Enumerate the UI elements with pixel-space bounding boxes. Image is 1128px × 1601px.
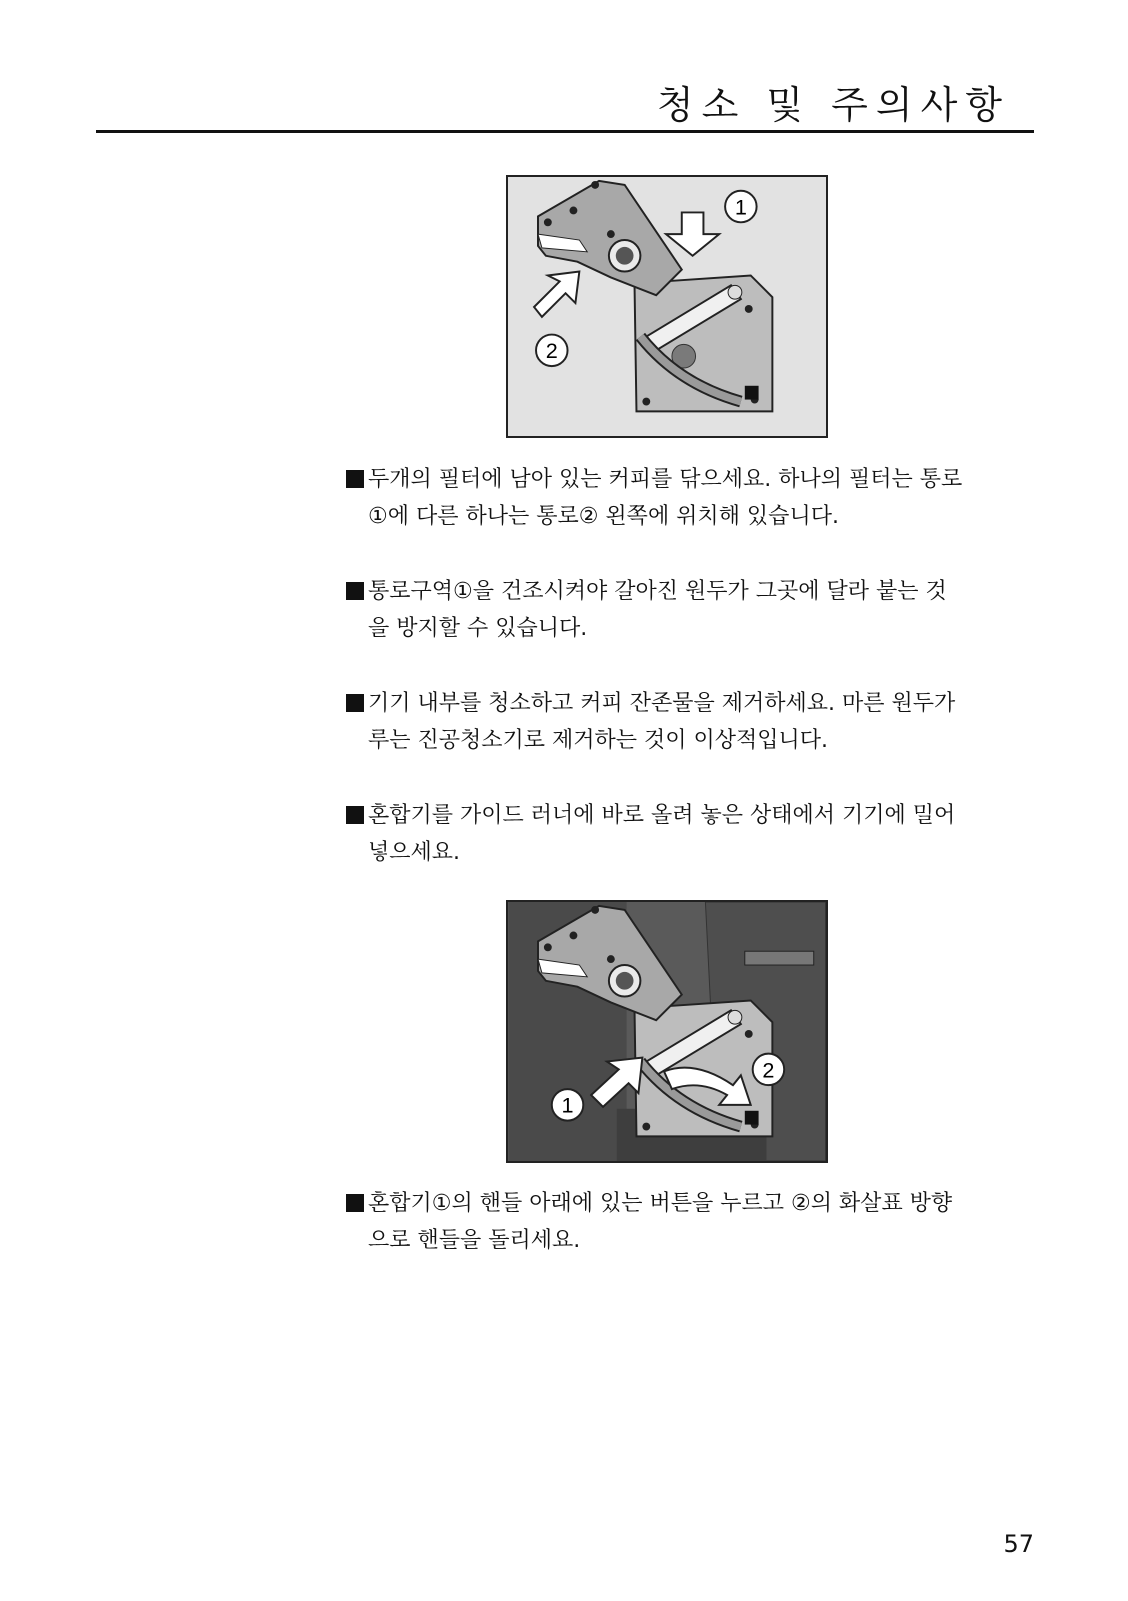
instruction-4-line2: 넣으세요. xyxy=(368,840,461,865)
instruction-4 xyxy=(346,797,1034,871)
arrow-up-right-icon xyxy=(534,272,579,317)
label-1: 1 xyxy=(734,194,747,220)
label-2: 2 xyxy=(545,338,558,364)
page-number: 57 xyxy=(1003,1530,1034,1558)
bullet-square-icon xyxy=(346,1194,364,1212)
figure-handle-rotation xyxy=(506,900,828,1163)
grinder-illustration-2 xyxy=(508,902,826,1161)
instruction-1-line2: ①에 다른 하나는 통로② 왼쪽에 위치해 있습니다. xyxy=(368,504,839,529)
instruction-1 xyxy=(346,461,1034,535)
instruction-5-line1: 혼합기①의 핸들 아래에 있는 버튼을 누르고 ②의 화살표 방향 xyxy=(368,1191,953,1216)
bullet-square-icon xyxy=(346,806,364,824)
bullet-square-icon xyxy=(346,470,364,488)
label-1: 1 xyxy=(561,1092,574,1118)
bullet-square-icon xyxy=(346,582,364,600)
grinder-illustration-1 xyxy=(508,177,826,436)
instruction-3-line1: 기기 내부를 청소하고 커피 잔존물을 제거하세요. 마른 원두가 xyxy=(368,691,956,716)
instruction-3 xyxy=(346,685,1034,759)
instruction-1-line1: 두개의 필터에 남아 있는 커피를 닦으세요. 하나의 필터는 통로 xyxy=(368,467,963,492)
instruction-4-line1: 혼합기를 가이드 러너에 바로 올려 놓은 상태에서 기기에 밀어 xyxy=(368,803,956,828)
header-rule xyxy=(96,130,1034,133)
figure-filter-cleaning xyxy=(506,175,828,438)
bullet-square-icon xyxy=(346,694,364,712)
label-2: 2 xyxy=(762,1057,775,1083)
instruction-3-line2: 루는 진공청소기로 제거하는 것이 이상적입니다. xyxy=(368,728,829,753)
instruction-5-line2: 으로 핸들을 돌리세요. xyxy=(368,1228,581,1253)
instruction-5 xyxy=(346,1185,1034,1259)
instruction-2-line1: 통로구역①을 건조시켜야 갈아진 원두가 그곳에 달라 붙는 것 xyxy=(368,579,947,604)
instruction-2 xyxy=(346,573,1034,647)
arrow-down-icon xyxy=(666,212,719,255)
page-title: 청소 및 주의사항 xyxy=(656,83,1010,127)
instruction-2-line2: 을 방지할 수 있습니다. xyxy=(368,616,588,641)
